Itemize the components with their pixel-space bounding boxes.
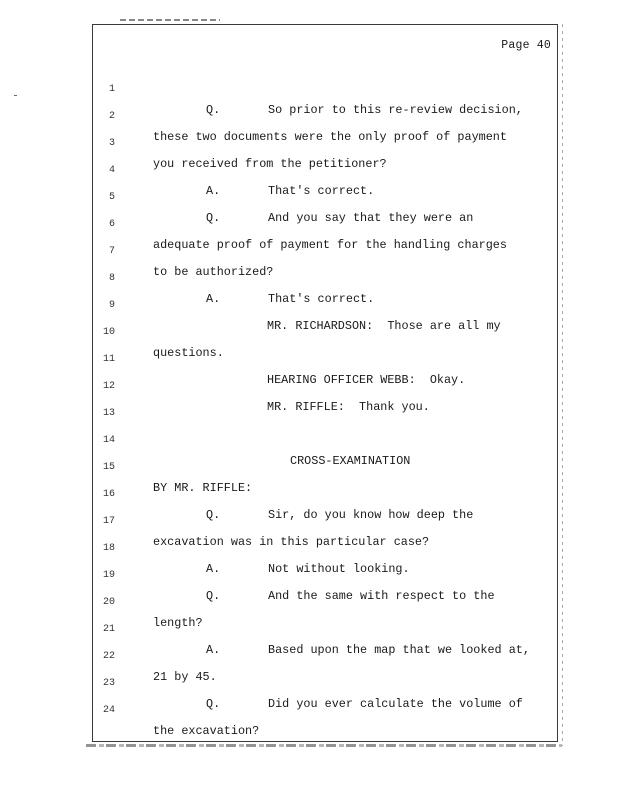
line-text: BY MR. RIFFLE: [153, 481, 253, 495]
line-content: That's correct. [268, 184, 375, 198]
line-number: 15 [102, 462, 115, 473]
speaker-label: A. [206, 562, 221, 576]
line-content: Not without looking. [268, 562, 410, 576]
line-text: MR. RIFFLE: Thank you. [267, 400, 430, 414]
scan-artifact-bottom [86, 744, 562, 747]
line-number: 24 [102, 705, 115, 716]
speaker-label: A. [206, 292, 221, 306]
line-text: questions. [153, 346, 224, 360]
scan-artifact-left [14, 95, 17, 96]
speaker-label: A. [206, 643, 221, 657]
line-number: 14 [102, 435, 115, 446]
speaker-label: A. [206, 184, 221, 198]
line-number: 7 [108, 246, 115, 257]
line-number: 19 [102, 570, 115, 581]
line-number: 3 [108, 138, 115, 149]
section-heading: CROSS-EXAMINATION [290, 454, 411, 468]
line-number: 11 [102, 354, 115, 365]
line-content: And the same with respect to the [268, 589, 495, 603]
line-number: 13 [102, 408, 115, 419]
speaker-label: Q. [206, 589, 221, 603]
line-number: 5 [108, 192, 115, 203]
line-text: MR. RICHARDSON: Those are all my [267, 319, 501, 333]
line-number: 18 [102, 543, 115, 554]
speaker-label: Q. [206, 103, 221, 117]
line-content: So prior to this re-review decision, [268, 103, 523, 117]
line-content: And you say that they were an [268, 211, 474, 225]
line-text: 21 by 45. [153, 670, 217, 684]
transcript-line [93, 60, 557, 117]
line-number: 22 [102, 651, 115, 662]
speaker-label: Q. [206, 697, 221, 711]
speaker-label: Q. [206, 508, 221, 522]
line-text: to be authorized? [153, 265, 274, 279]
line-number: 17 [102, 516, 115, 527]
line-text: adequate proof of payment for the handling charges [153, 238, 507, 252]
line-number: 2 [108, 111, 115, 122]
line-number: 23 [102, 678, 115, 689]
line-text: the excavation? [153, 724, 260, 738]
line-content: Did you ever calculate the volume of [268, 697, 523, 711]
page-number: Page 40 [501, 39, 551, 52]
line-number: 12 [102, 381, 115, 392]
speaker-label: Q. [206, 211, 221, 225]
scan-artifact-top [120, 19, 220, 21]
line-number: 21 [102, 624, 115, 635]
line-text: excavation was in this particular case? [153, 535, 430, 549]
line-number: 8 [108, 273, 115, 284]
line-text: HEARING OFFICER WEBB: Okay. [267, 373, 466, 387]
transcript-page [92, 24, 558, 742]
line-number: 20 [102, 597, 115, 608]
line-number: 4 [108, 165, 115, 176]
scan-artifact-right [562, 24, 563, 746]
line-text: these two documents were the only proof of payment [153, 130, 507, 144]
line-content: Based upon the map that we looked at, [268, 643, 530, 657]
line-number: 10 [102, 327, 115, 338]
line-number: 6 [108, 219, 115, 230]
line-number: 9 [108, 300, 115, 311]
line-text: length? [153, 616, 203, 630]
line-content: Sir, do you know how deep the [268, 508, 474, 522]
line-number: 1 [108, 84, 115, 95]
line-content: That's correct. [268, 292, 375, 306]
line-number: 16 [102, 489, 115, 500]
line-text: you received from the petitioner? [153, 157, 387, 171]
